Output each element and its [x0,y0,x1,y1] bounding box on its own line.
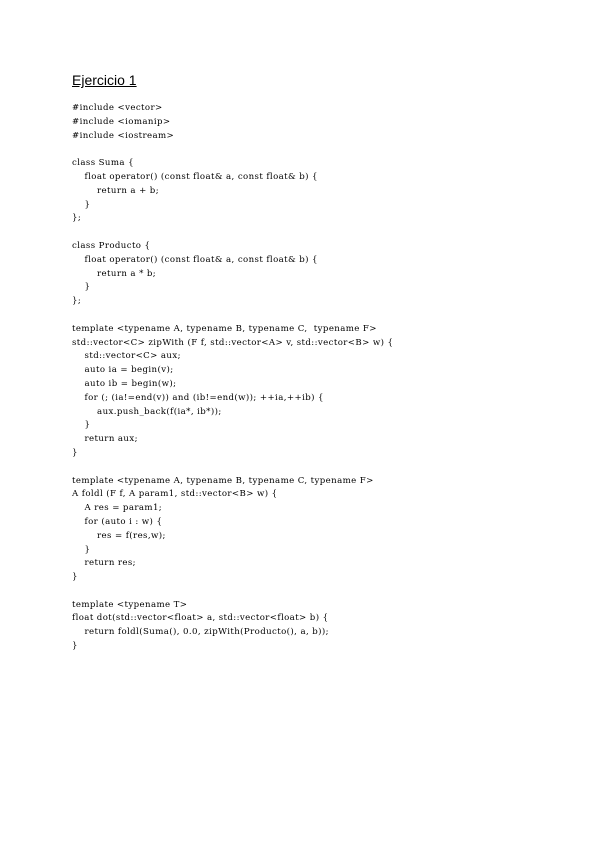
code-line: A res = param1; [72,503,163,514]
code-line: #include <vector> [72,103,163,113]
code-line: return aux; [72,434,138,445]
code-line: for (; (ia!=end(v)) and (ib!=end(w)); ++ia,++ib) { [72,392,324,403]
code-line: template <typename A, typename B, typename C, typename F> [72,475,374,486]
code-line: } [72,572,78,583]
code-line: class Suma { [72,158,134,169]
code-line: float operator() (const float& a, const float& b) { [72,171,318,182]
code-line: #include <iomanip> [72,116,171,127]
code-line: return res; [72,558,136,569]
code-line: std::vector<C> aux; [72,351,181,362]
code-line: std::vector<C> zipWith (F f, std::vector<A> v, std::vector<B> w) { [72,337,394,348]
code-line: template <typename A, typename B, typename C, typename F> [72,323,377,334]
code-line: aux.push_back(f(ia*, ib*)); [72,406,222,417]
code-line: #include <iostream> [72,130,175,141]
code-line: float dot(std::vector<float> a, std::vector<float> b) { [72,613,329,624]
page-title: Ejercicio 1 [72,72,137,88]
code-line: for (auto i : w) { [72,516,163,527]
code-line: } [72,282,91,293]
code-line: template <typename T> [72,599,188,610]
code-line: } [72,544,91,555]
code-line: } [72,641,78,652]
code-block [72,102,393,654]
code-line: A foldl (F f, A param1, std::vector<B> w) { [72,489,278,500]
code-line [72,585,393,599]
code-line: }; [72,213,82,224]
code-line [72,461,393,475]
code-line: auto ib = begin(w); [72,378,177,389]
code-line [72,309,393,323]
code-line: float operator() (const float& a, const float& b) { [72,254,318,265]
code-line [72,143,393,157]
code-line: auto ia = begin(v); [72,365,174,376]
code-line: } [72,199,91,210]
code-line: class Producto { [72,240,151,251]
code-line [72,226,393,240]
code-line: } [72,447,78,458]
code-line: } [72,420,91,431]
code-line: }; [72,296,82,307]
code-line: return a * b; [72,268,157,279]
code-line: return a + b; [72,185,159,196]
code-line: res = f(res,w); [72,530,166,541]
code-line: return foldl(Suma(), 0.0, zipWith(Producto(), a, b)); [72,627,329,638]
